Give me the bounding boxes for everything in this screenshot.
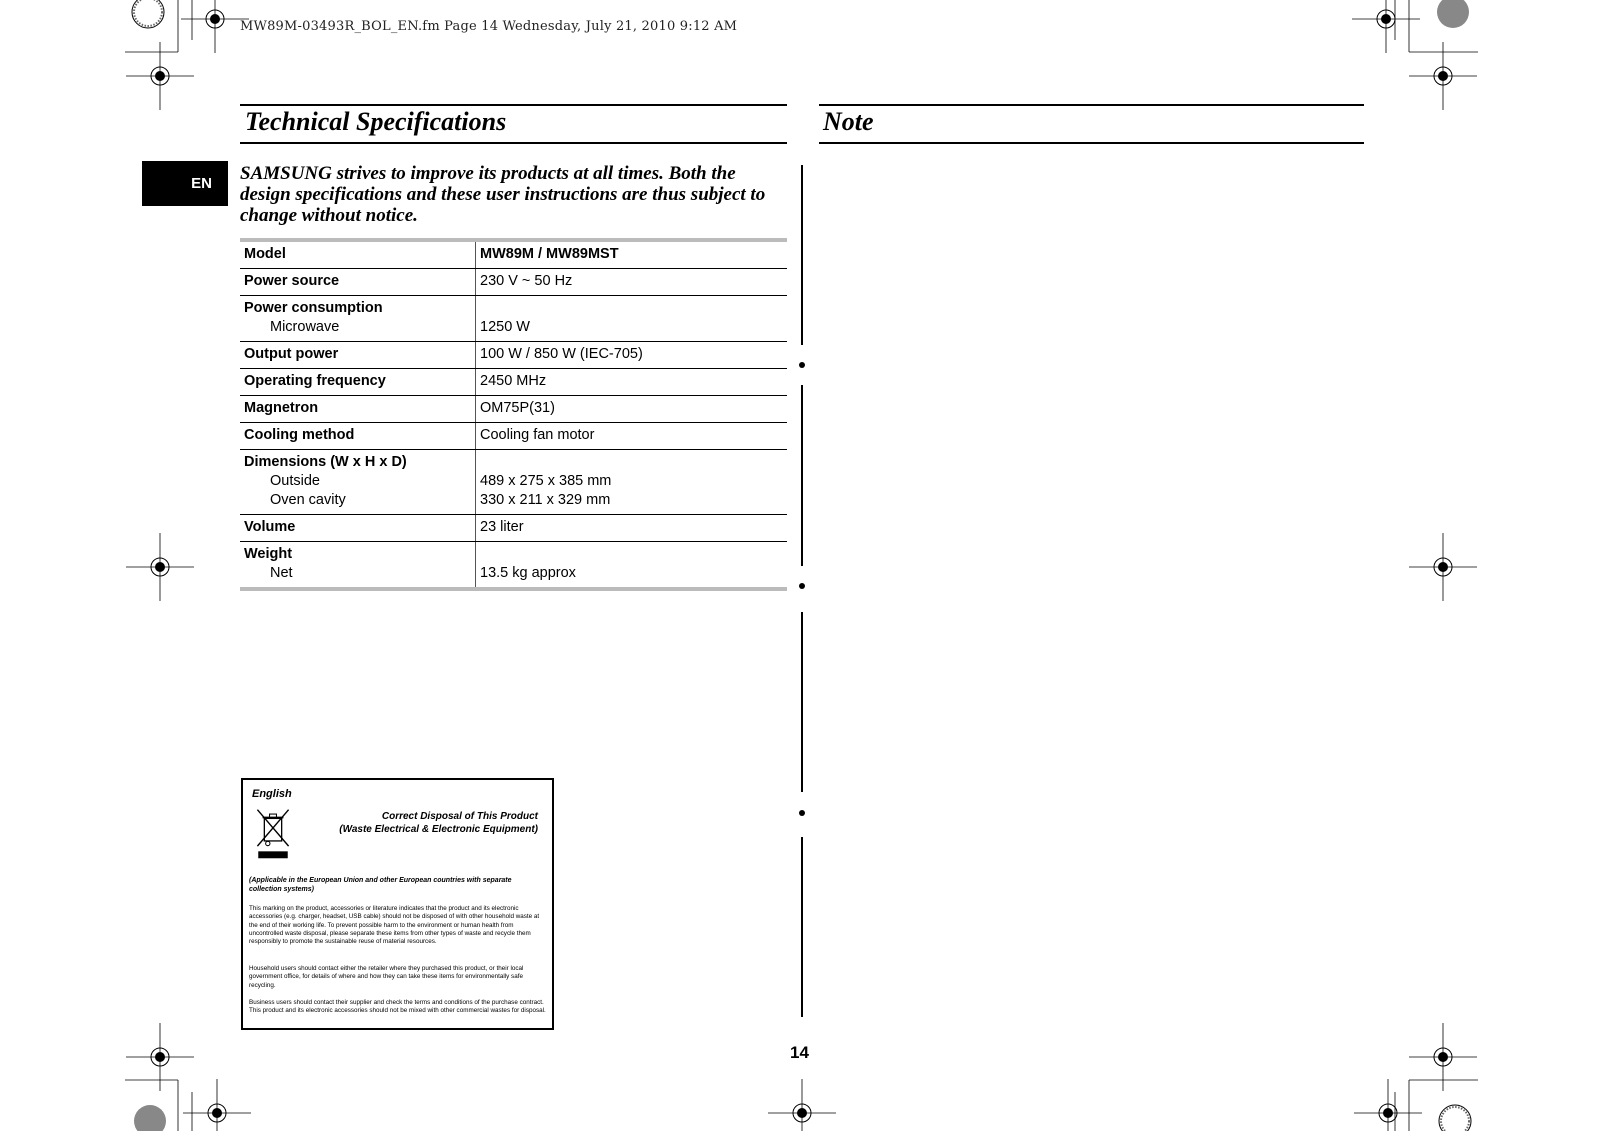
spec-value: 330 x 211 x 329 mm xyxy=(480,492,611,508)
spec-label: Dimensions (W x H x D) xyxy=(244,454,407,470)
disposal-language: English xyxy=(252,788,292,800)
spec-sublabel: Outside xyxy=(270,473,320,489)
disposal-paragraph: This marking on the product, accessories or literature indicates that the product and its electronic accessories (e.g. charger, headset, USB cable) should not be disposed of with other household waste at the end of their working life. To prevent possible harm to the environment or human health from uncontrolled waste disposal, please separate these items from other types of waste and recycle them responsibly to promote the sustainable reuse of material resources. xyxy=(249,905,540,946)
binder-hole-dot xyxy=(799,810,805,816)
note-title: Note xyxy=(823,107,874,136)
spec-label: Power consumption xyxy=(244,300,383,316)
page-title: Technical Specifications xyxy=(245,107,507,136)
spec-label: Output power xyxy=(240,342,476,369)
spec-value: 23 liter xyxy=(476,515,788,542)
column-divider xyxy=(801,837,803,1017)
table-row xyxy=(240,515,787,542)
disposal-paragraph: Business users should contact their supplier and check the terms and conditions of the purchase contract. This product and its electronic accessories should not be mixed with other commercial wastes for disposal. xyxy=(249,999,546,1015)
table-row xyxy=(240,240,787,269)
file-header: MW89M-03493R_BOL_EN.fm Page 14 Wednesday, July 21, 2010 9:12 AM xyxy=(240,19,738,34)
spec-value: 230 V ~ 50 Hz xyxy=(476,269,788,296)
column-divider xyxy=(801,612,803,792)
table-row xyxy=(240,296,787,342)
spec-label: Model xyxy=(240,240,476,269)
spec-sublabel: Oven cavity xyxy=(270,492,346,508)
table-row xyxy=(240,269,787,296)
spec-value: OM75P(31) xyxy=(476,396,788,423)
title-rule-bottom-left xyxy=(240,142,787,144)
spec-label: Magnetron xyxy=(240,396,476,423)
spec-value: 100 W / 850 W (IEC-705) xyxy=(476,342,788,369)
spec-label: Cooling method xyxy=(240,423,476,450)
disposal-title xyxy=(339,810,538,836)
page-number: 14 xyxy=(790,1043,809,1062)
disposal-title-line: (Waste Electrical & Electronic Equipment) xyxy=(339,824,538,835)
disposal-paragraph: Household users should contact either the retailer where they purchased this product, or their local government office, for details of where and how they can take these items for environmentally safe recycling. xyxy=(249,965,524,989)
spec-value: 2450 MHz xyxy=(476,369,788,396)
intro-text: SAMSUNG strives to improve its products at all times. Both the design specifications and these user instructions are thus subject to change without notice. xyxy=(240,163,766,226)
spec-value: 13.5 kg approx xyxy=(476,542,788,590)
disposal-title-line: Correct Disposal of This Product xyxy=(381,811,538,822)
spec-label: Volume xyxy=(240,515,476,542)
spec-label: Operating frequency xyxy=(240,369,476,396)
disposal-notice xyxy=(241,778,554,1030)
binder-hole-dot xyxy=(799,362,805,368)
title-rule-top-left xyxy=(240,104,787,106)
spec-sublabel: Net xyxy=(270,565,293,581)
crossed-out-wheelie-bin-icon xyxy=(253,808,293,860)
binder-hole-dot xyxy=(799,583,805,589)
table-row xyxy=(240,423,787,450)
column-divider xyxy=(801,385,803,566)
spec-value: 1250 W xyxy=(476,296,788,342)
title-rule-top-right xyxy=(819,104,1364,106)
language-tab: EN xyxy=(142,161,228,206)
table-row xyxy=(240,396,787,423)
spec-label: Power source xyxy=(240,269,476,296)
table-row xyxy=(240,450,787,515)
spec-label: Weight xyxy=(244,546,293,562)
spec-value: 489 x 275 x 385 mm xyxy=(480,473,612,489)
spec-value: MW89M / MW89MST xyxy=(476,240,788,269)
table-row xyxy=(240,342,787,369)
disposal-applicability: (Applicable in the European Union and other European countries with separate collection systems) xyxy=(249,877,512,893)
table-row xyxy=(240,542,787,590)
table-row xyxy=(240,369,787,396)
column-divider xyxy=(801,165,803,345)
title-rule-bottom-right xyxy=(819,142,1364,144)
specifications-table xyxy=(240,238,787,591)
spec-value: Cooling fan motor xyxy=(476,423,788,450)
spec-sublabel: Microwave xyxy=(270,319,340,335)
